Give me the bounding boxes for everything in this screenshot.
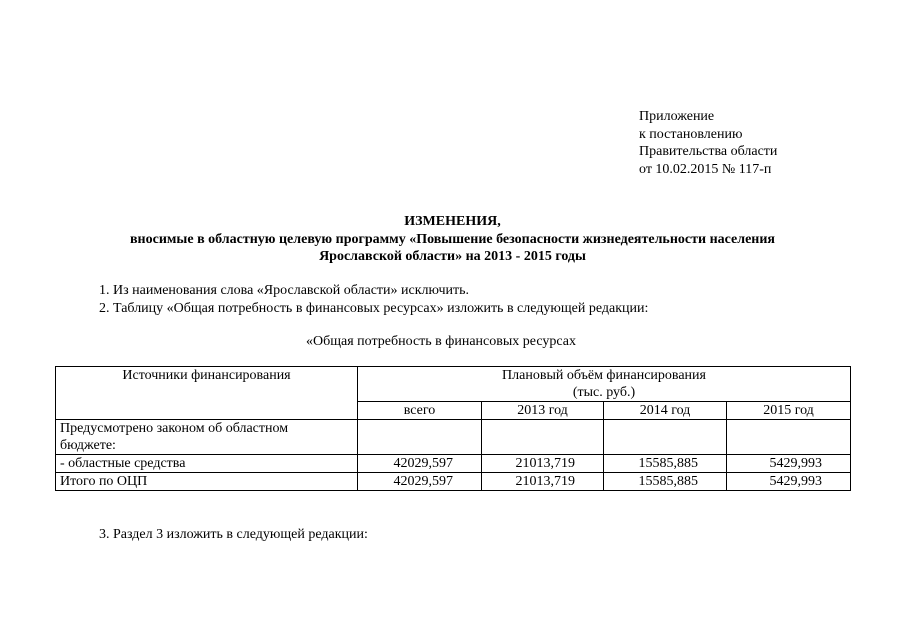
table-row [56,455,851,473]
row-label: - областные средства [56,455,358,473]
row-label: Итого по ОЦП [56,473,358,491]
header-total: всего [358,402,482,420]
cell-total [358,420,482,455]
table-header-row [56,367,851,402]
cell-total: 42029,597 [358,473,482,491]
appendix-block [639,108,777,178]
cell-2014: 15585,885 [604,455,727,473]
header-planned-label: Плановый объём финансирования [502,368,706,383]
change-item-1: 1. Из наименования слова «Ярославской области» исключить. [99,283,469,298]
title-heading: ИЗМЕНЕНИЯ, [404,214,501,229]
cell-total: 42029,597 [358,455,482,473]
change-item-3: 3. Раздел 3 изложить в следующей редакции: [99,527,368,542]
appendix-line: Правительства области [639,144,778,159]
header-sources: Источники финансирования [56,367,358,420]
change-item-2: 2. Таблицу «Общая потребность в финансовых ресурсах» изложить в следующей редакции: [99,300,649,316]
change-items [99,282,648,317]
cell-2014: 15585,885 [604,473,727,491]
header-2014: 2014 год [604,402,727,420]
document-title [40,213,865,266]
row-label-line: Предусмотрено законом об областном [60,421,289,436]
cell-2015: 5429,993 [727,455,851,473]
row-label-line: бюджете: [60,438,116,453]
table-caption: «Общая потребность в финансовых ресурсах [306,334,576,349]
header-2015: 2015 год [727,402,851,420]
financing-table [55,366,851,491]
cell-2013: 21013,719 [482,473,604,491]
appendix-line: к постановлению [639,126,743,142]
header-planned [358,367,851,402]
cell-2013: 21013,719 [482,455,604,473]
cell-2015 [727,420,851,455]
row-label [56,420,358,455]
appendix-line: Приложение [639,109,715,124]
title-line: вносимые в областную целевую программу «Повышение безопасности жизнедеятельности населения [129,231,776,247]
title-line: Ярославской области» на 2013 - 2015 годы [319,249,586,264]
cell-2014 [604,420,727,455]
header-2013: 2013 год [482,402,604,420]
table-row [56,473,851,491]
cell-2015: 5429,993 [727,473,851,491]
appendix-date-number: от 10.02.2015 № 117-п [639,161,772,177]
header-units: (тыс. руб.) [572,385,636,400]
cell-2013 [482,420,604,455]
table-row [56,420,851,455]
